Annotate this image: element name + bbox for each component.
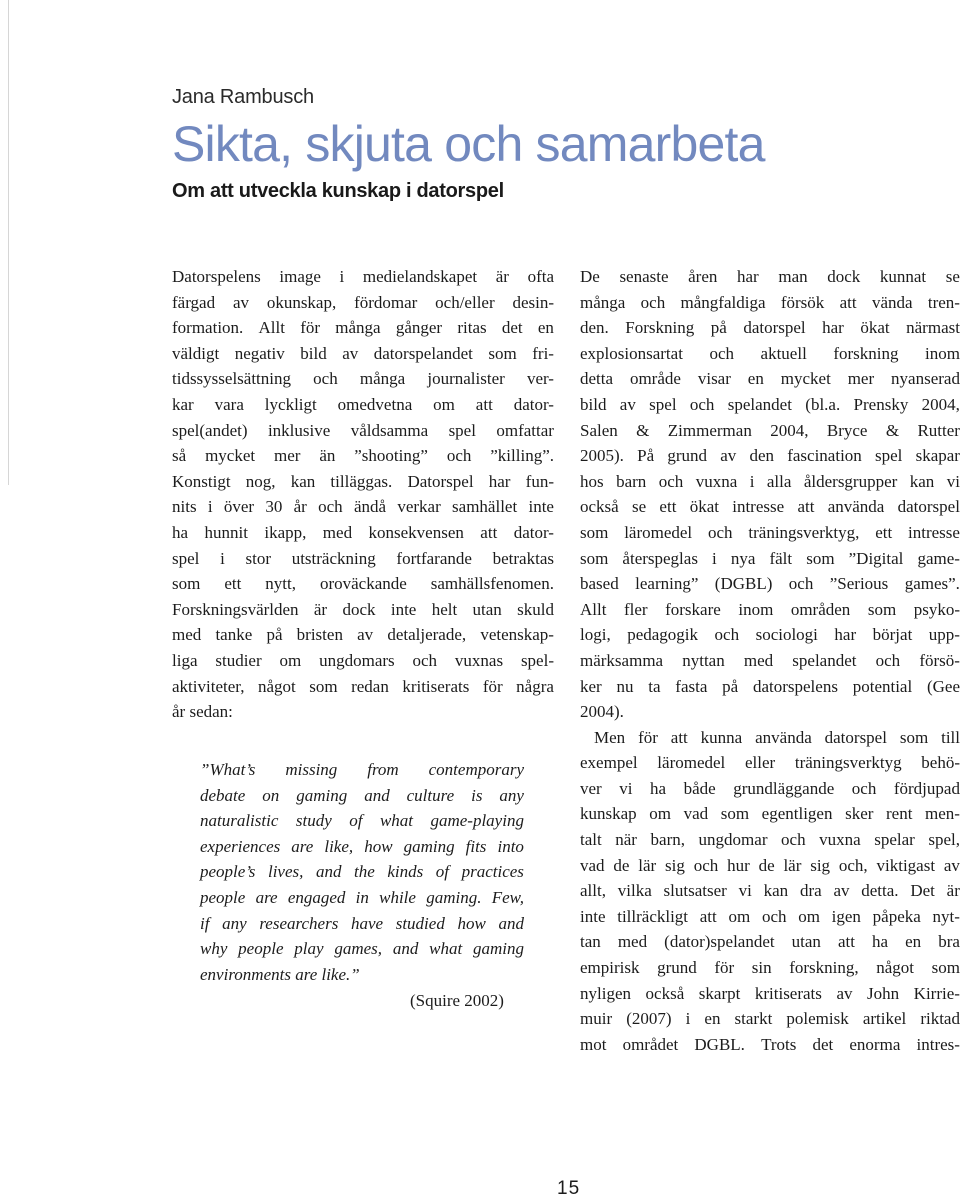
paragraph-line: aktiviteter, något som redan kritiserats för några [172,676,554,696]
block-quote [200,757,524,987]
paragraph-line: ha hunnit ikapp, med konsekvensen att dator- [172,522,554,542]
paragraph-line: tidssysselsättning och många journalister ver- [172,369,554,389]
paragraph-line: vad de lär sig och hur de lär sig och, viktigast av [580,855,960,875]
paragraph-line: bild av spel och spelandet (bl.a. Prensky 2004, [580,394,960,414]
paragraph-line: detta område visar en mycket mer nyanserad [580,369,960,389]
paragraph-line: märksamma nyttan med spelandet och försö- [580,650,960,670]
paragraph-line: exempel läromedel eller träningsverktyg behö- [580,753,960,773]
paragraph-line: talt när barn, ungdomar och vuxna spelar spel, [580,830,960,850]
paragraph-line: hos barn och vuxna i alla åldersgrupper kan vi [580,471,960,491]
paragraph-line: som ett nytt, oroväckande samhällsfenomen. [172,574,554,594]
paragraph-line: empirisk grund för sin forskning, något som [580,958,960,978]
article-subtitle: Om att utveckla kunskap i datorspel [172,180,504,202]
paragraph-line: ver vi ha både grundläggande och fördjupad [580,778,960,798]
paragraph-line: tan med (dator)spelandet utan att ha en bra [580,932,960,952]
quote-line: people are engaged in while gaming. Few, [200,887,524,907]
paragraph-line: Allt fler forskare inom områden som psyko- [580,599,960,619]
paragraph-line: som läromedel och träningsverktyg, ett intresse [580,522,960,542]
paragraph-line: based learning” (DGBL) och ”Serious games”. [580,574,960,594]
paragraph-line: spel i stor utsträckning fortfarande betraktas [172,548,554,568]
paragraph-line: år sedan: [172,702,233,722]
quote-line: why people play games, and what gaming [200,939,524,959]
paragraph-line: nyligen också skarpt kritiserats av John Kirrie- [580,983,960,1003]
paragraph-line: kar vara lyckligt omedvetna om att dator- [172,394,554,414]
paragraph-line: kunskap om vad som egentligen sker rent men- [580,804,960,824]
paragraph-line: inte tillräckligt att om och om igen påpeka nyt- [580,906,960,926]
paragraph-line: mot området DGBL. Trots det enorma intres- [580,1034,960,1054]
paragraph-line: så mycket mer än ”shooting” och ”killing”. [172,446,554,466]
paragraph-line: Forskningsvärlden är dock inte helt utan skuld [172,599,554,619]
paragraph-line: Salen & Zimmerman 2004, Bryce & Rutter [580,420,960,440]
quote-line: ”What’s missing from contemporary [200,760,524,779]
paragraph-line: allt, vilka slutsatser vi kan dra av detta. Det är [580,881,960,901]
paragraph-line: explosionsartat och aktuell forskning inom [580,343,960,363]
paragraph-line: logi, pedagogik och sociologi har börjat upp- [580,625,960,645]
quote-line: experiences are like, how gaming fits into [200,836,524,856]
paragraph-line: många och mångfaldiga försök att vända tren- [580,292,960,312]
left-text-column [172,264,554,725]
quote-line: debate on gaming and culture is any [200,785,524,805]
paragraph-line: 2005). På grund av den fascination spel skapar [580,446,960,466]
paragraph-line: ker nu ta fasta på datorspelens potential (Gee [580,676,960,696]
page-edge-line [8,0,9,485]
page-number: 15 [557,1178,581,1199]
article-title: Sikta, skjuta och samarbeta [172,116,765,172]
paragraph-line: nits i över 30 år och ändå verkar samhället inte [172,497,554,517]
paragraph-line: färgad av okunskap, fördomar och/eller desin- [172,292,554,312]
paragraph-line: spel(andet) inklusive våldsamma spel omfattar [172,420,554,440]
paragraph-line: liga studier om ungdomars och vuxnas spel- [172,650,554,670]
paragraph-line: Konstigt nog, kan tilläggas. Datorspel har fun- [172,471,554,491]
author-name: Jana Rambusch [172,86,314,108]
paragraph-line: också se ett ökat intresse att använda datorspel [580,497,960,517]
quote-line: if any researchers have studied how and [200,913,524,933]
quote-line: people’s lives, and the kinds of practices [200,862,524,882]
paragraph-line: muir (2007) i en starkt polemisk artikel riktad [580,1009,960,1029]
paragraph-line: De senaste åren har man dock kunnat se [580,267,960,286]
right-text-column [580,264,960,1057]
paragraph-line: Datorspelens image i medielandskapet är ofta [172,267,554,286]
paragraph-line: den. Forskning på datorspel har ökat närmast [580,318,960,338]
paragraph-line: Men för att kunna använda datorspel som till [594,727,960,747]
quote-line: environments are like.” [200,964,360,984]
paragraph-line: med tanke på bristen av detaljerade, vetenskap- [172,625,554,645]
paragraph-line: 2004). [580,702,624,722]
paragraph-line: formation. Allt för många gånger ritas det en [172,318,554,338]
quote-line: naturalistic study of what game-playing [200,811,524,831]
quote-citation: (Squire 2002) [410,991,504,1010]
paragraph-line: väldigt negativ bild av datorspelandet som fri- [172,343,554,363]
paragraph-line: som återspeglas i nya fält som ”Digital game- [580,548,960,568]
